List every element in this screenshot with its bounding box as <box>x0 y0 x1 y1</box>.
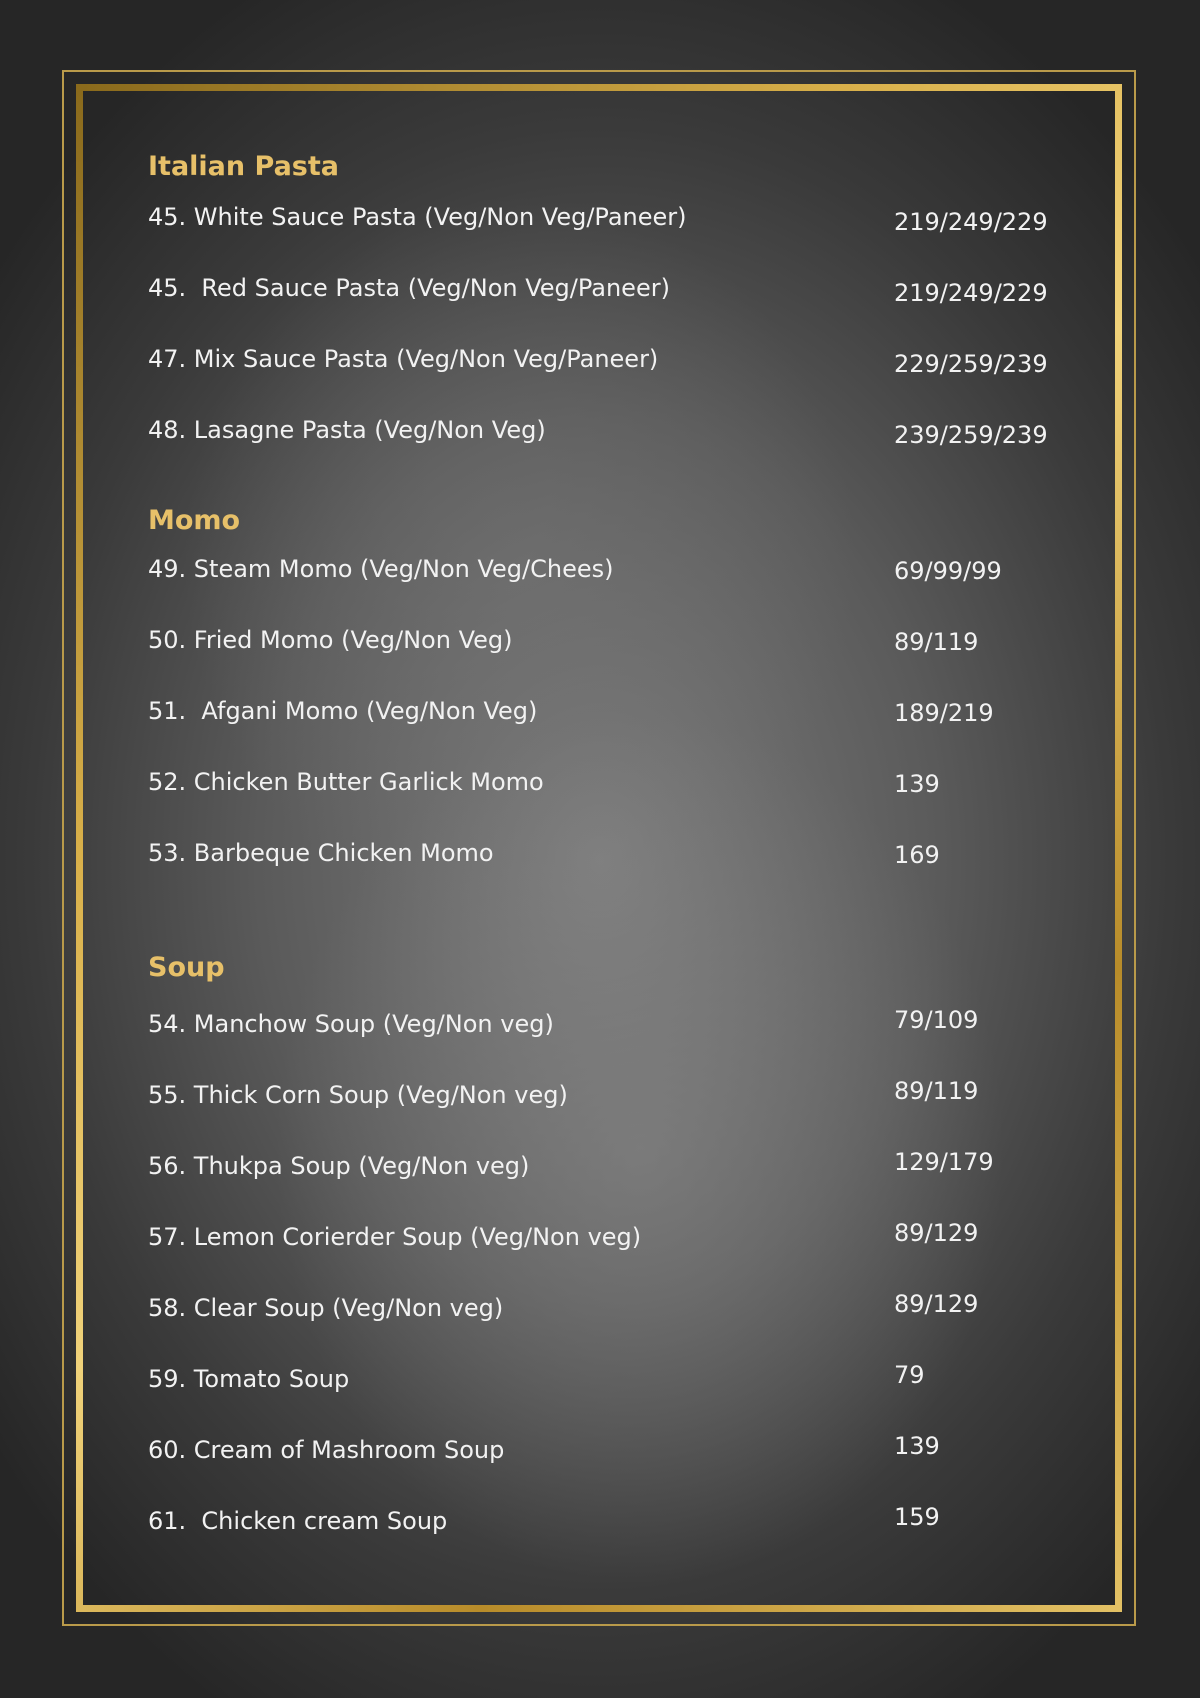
menu-item <box>0 1290 1200 1326</box>
section-title-momo: Momo <box>148 505 241 536</box>
menu-item-name: 57. Lemon Corierder Soup (Veg/Non veg) <box>148 1223 642 1251</box>
menu-item <box>0 1006 1200 1042</box>
menu-item <box>0 1148 1200 1184</box>
menu-item-name: 45. White Sauce Pasta (Veg/Non Veg/Paneer) <box>148 203 687 231</box>
menu-item <box>0 199 1200 235</box>
menu-item <box>0 835 1200 871</box>
menu-item <box>0 341 1200 377</box>
menu-item-name: 54. Manchow Soup (Veg/Non veg) <box>148 1010 554 1038</box>
menu-item <box>0 1219 1200 1255</box>
menu-item-price: 79 <box>894 1361 925 1389</box>
menu-item <box>0 764 1200 800</box>
menu-item-name: 58. Clear Soup (Veg/Non veg) <box>148 1294 504 1322</box>
menu-item-name: 51. Afgani Momo (Veg/Non Veg) <box>148 697 538 725</box>
menu-item <box>0 1503 1200 1539</box>
menu-item-name: 45. Red Sauce Pasta (Veg/Non Veg/Paneer) <box>148 274 670 302</box>
menu-item-price: 89/119 <box>894 628 979 656</box>
menu-item-price: 139 <box>894 1432 940 1460</box>
section-title-soup: Soup <box>148 952 225 983</box>
menu-item-price: 79/109 <box>894 1006 979 1034</box>
menu-item-price: 159 <box>894 1503 940 1531</box>
menu-item-name: 61. Chicken cream Soup <box>148 1507 448 1535</box>
menu-item <box>0 693 1200 729</box>
menu-item <box>0 270 1200 306</box>
section-title-italian-pasta: Italian Pasta <box>148 151 340 182</box>
menu-item-name: 52. Chicken Butter Garlick Momo <box>148 768 544 796</box>
menu-item <box>0 1432 1200 1468</box>
menu-item <box>0 551 1200 587</box>
menu-item <box>0 1361 1200 1397</box>
menu-item-name: 59. Tomato Soup <box>148 1365 350 1393</box>
menu-item-price: 239/259/239 <box>894 421 1048 449</box>
menu-item-name: 55. Thick Corn Soup (Veg/Non veg) <box>148 1081 568 1109</box>
menu-item-price: 69/99/99 <box>894 557 1002 585</box>
menu-item-price: 89/119 <box>894 1077 979 1105</box>
menu-item-price: 219/249/229 <box>894 279 1048 307</box>
menu-item-name: 49. Steam Momo (Veg/Non Veg/Chees) <box>148 555 614 583</box>
menu-item-price: 89/129 <box>894 1219 979 1247</box>
menu-item <box>0 412 1200 448</box>
menu-item-price: 169 <box>894 841 940 869</box>
menu-item-name: 60. Cream of Mashroom Soup <box>148 1436 505 1464</box>
menu-item-price: 89/129 <box>894 1290 979 1318</box>
menu-item-price: 129/179 <box>894 1148 994 1176</box>
menu-item-price: 229/259/239 <box>894 350 1048 378</box>
menu-item-name: 56. Thukpa Soup (Veg/Non veg) <box>148 1152 530 1180</box>
menu-item-price: 189/219 <box>894 699 994 727</box>
menu-item <box>0 622 1200 658</box>
menu-item-name: 47. Mix Sauce Pasta (Veg/Non Veg/Paneer) <box>148 345 659 373</box>
menu-item-price: 139 <box>894 770 940 798</box>
menu-item-price: 219/249/229 <box>894 208 1048 236</box>
menu-item-name: 50. Fried Momo (Veg/Non Veg) <box>148 626 513 654</box>
menu-item-name: 48. Lasagne Pasta (Veg/Non Veg) <box>148 416 546 444</box>
menu-item-name: 53. Barbeque Chicken Momo <box>148 839 494 867</box>
menu-item <box>0 1077 1200 1113</box>
